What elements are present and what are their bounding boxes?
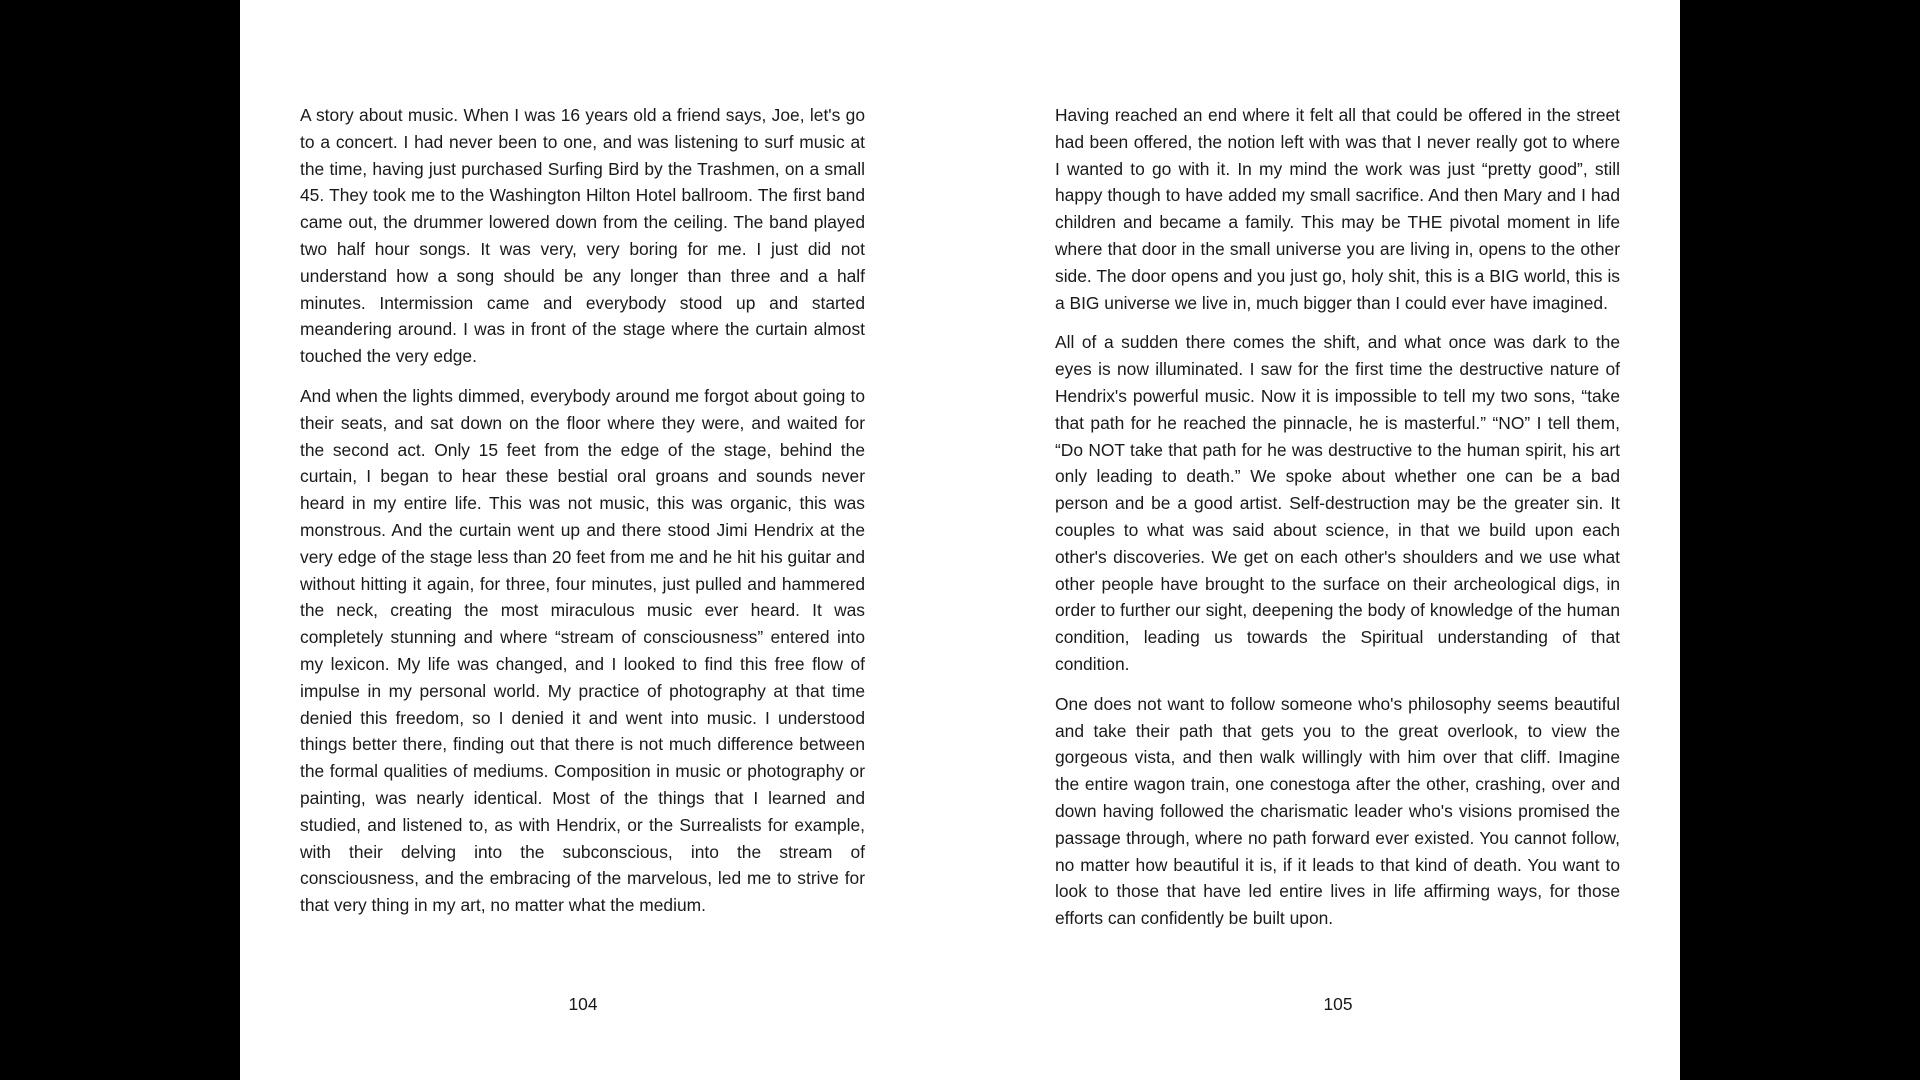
right-page-paragraph-1: Having reached an end where it felt all that could be offered in the street had been offered, the notion left with was that I never really got to where I wanted to go with it. In my mind the work was just “pretty good”, still happy though to have added my small sacrifice. And then Mary and I had children and became a family. This may be THE pivotal moment in life where that door in the small universe you are living in, opens to the other side. The door opens and you just go, holy shit, this is a BIG world, this is a BIG universe we live in, much bigger than I could ever have imagined. [1055, 105, 1620, 313]
right-page-paragraph-3: One does not want to follow someone who's philosophy seems beautiful and take their path that gets you to the great overlook, to view the gorgeous vista, and then walk willingly with him over that cliff. Imagine the entire wagon train, one conestoga after the other, crashing, over and down having followed the charismatic leader who's visions promised the passage through, where no path forward ever existed. You cannot follow, no matter how beautiful it is, if it leads to that kind of death. You want to look to those that have led entire lives in life affirming ways, for those efforts can confidently be built upon. [1055, 693, 1620, 929]
right-page-paragraph-2: All of a sudden there comes the shift, and what once was dark to the eyes is now illuminated. I saw for the first time the destructive nature of Hendrix's powerful music. Now it is impossible to tell my two sons, “take that path for he reached the pinnacle, he is masterful.” “NO” I tell them, “Do NOT take that path for he was destructive to the human spirit, his art only leading to death.” We spoke about whether one can be a bad person and be a good artist. Self-destruction may be the greater sin. It couples to what was said about science, in that we build upon each other's discoveries. We get on each other's shoulders and we use what other people have brought to the surface on their archeological digs, in order to further our sight, deepening the body of knowledge of the human condition, leading us towards the Spiritual understanding of that condition. [1055, 332, 1620, 674]
book-spread [240, 0, 1680, 1080]
left-page-number: 104 [568, 994, 598, 1014]
right-page-number: 105 [1323, 994, 1353, 1014]
left-page-paragraph-2: And when the lights dimmed, everybody around me forgot about going to their seats, and sat down on the floor where they were, and waited for the second act. Only 15 feet from the edge of the stage, behind the curtain, I began to hear these bestial oral groans and sounds never heard in my entire life. This was not music, this was organic, this was monstrous. And the curtain went up and there stood Jimi Hendrix at the very edge of the stage less than 20 feet from me and he hit his guitar and without hitting it again, for three, four minutes, just pulled and hammered the neck, creating the most miraculous music ever heard. It was completely stunning and where “stream of consciousness” entered into my lexicon. My life was changed, and I looked to find this free flow of impulse in my personal world. My practice of photography at that time denied this freedom, so I denied it and went into music. I understood things better there, finding out that there is not much difference between the formal qualities of mediums. Composition in music or photography or painting, was nearly identical. Most of the things that I learned and studied, and listened to, as with Hendrix, or the Surrealists for example, with their delving into the subconscious, into the stream of consciousness, and the embracing of the marvelous, led me to strive for that very thing in my art, no matter what the medium. [300, 385, 865, 916]
left-page-paragraph-1: A story about music. When I was 16 years old a friend says, Joe, let's go to a concert. I had never been to one, and was listening to surf music at the time, having just purchased Surfing Bird by the Trashmen, on a small 45. They took me to the Washington Hilton Hotel ballroom. The first band came out, the drummer lowered down from the ceiling. The band played two half hour songs. It was very, very boring for me. I just did not understand how a song should be any longer than three and a half minutes. Intermission came and everybody stood up and started meandering around. I was in front of the stage where the curtain almost touched the very edge. [300, 105, 865, 367]
right-page [1055, 102, 1620, 1080]
left-page [300, 102, 865, 1080]
